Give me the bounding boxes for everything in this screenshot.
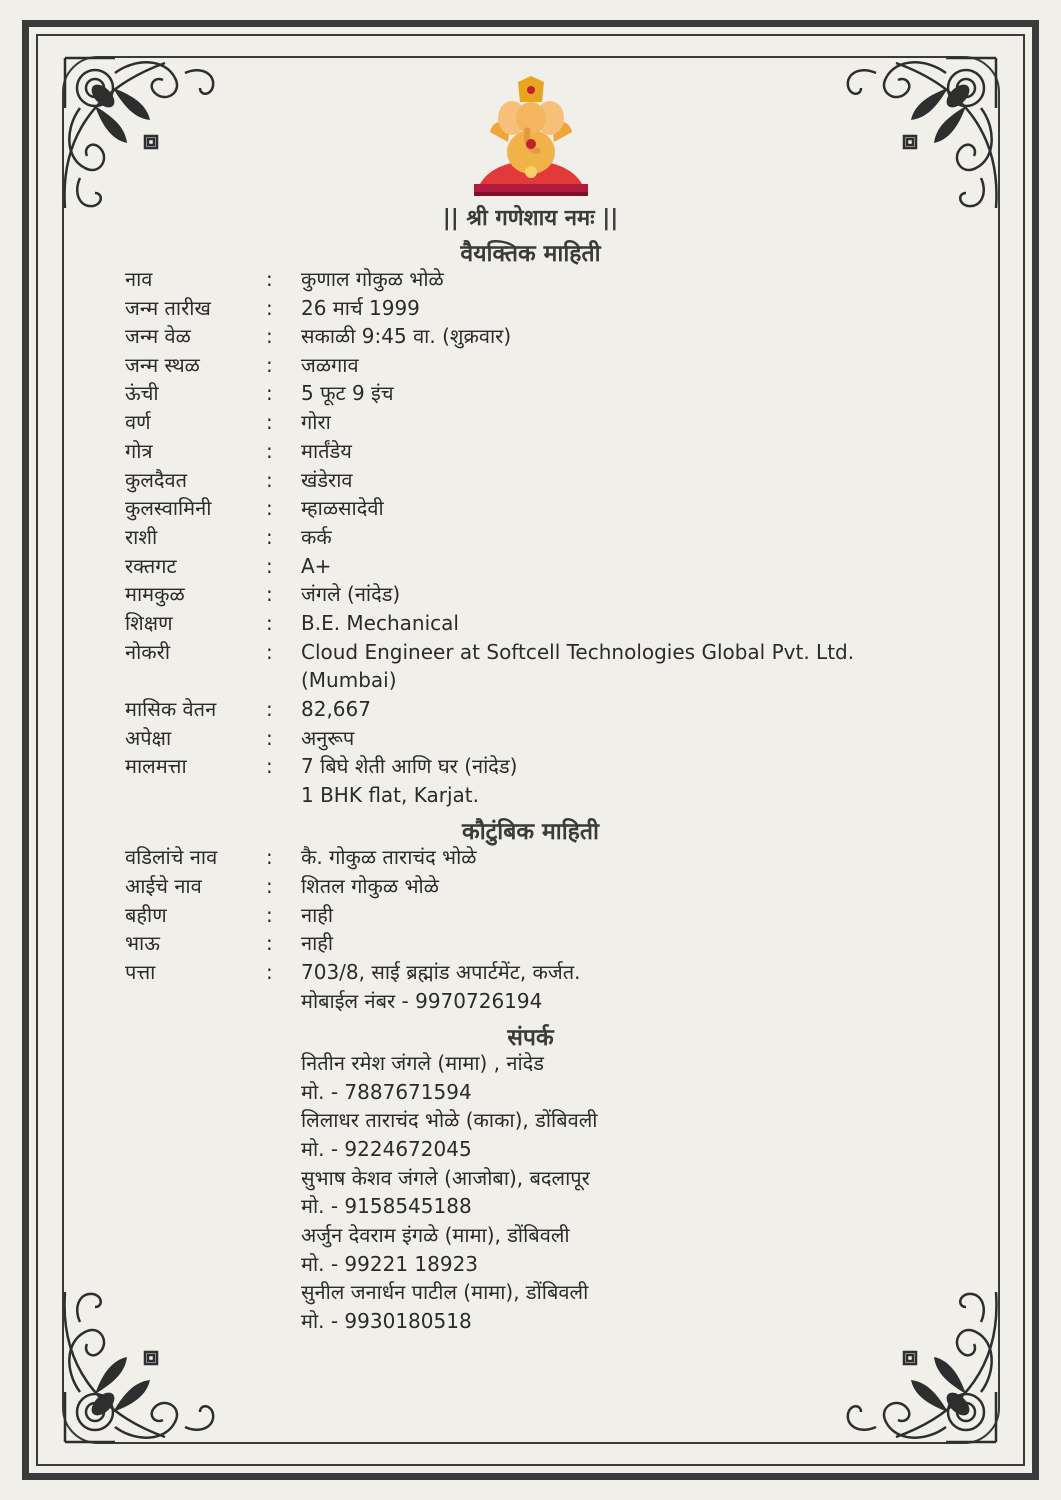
contact-line: मो. - 9930180518 bbox=[301, 1309, 472, 1333]
colon: : bbox=[266, 554, 273, 578]
detail-label: जन्म तारीख bbox=[125, 296, 211, 320]
detail-label: जन्म स्थळ bbox=[125, 353, 200, 377]
detail-value: मार्तंडेय bbox=[301, 439, 352, 463]
detail-row bbox=[0, 580, 1061, 608]
detail-row bbox=[0, 523, 1061, 551]
detail-value: कुणाल गोकुळ भोळे bbox=[301, 267, 444, 291]
family-label: बहीण bbox=[125, 903, 167, 927]
contact-line: मो. - 9224672045 bbox=[301, 1137, 472, 1161]
family-value: नाही bbox=[301, 931, 334, 955]
colon: : bbox=[266, 726, 273, 750]
colon: : bbox=[266, 324, 273, 348]
family-value-continued: मोबाईल नंबर - 9970726194 bbox=[301, 989, 543, 1013]
corner-ornament-icon bbox=[836, 48, 1006, 218]
colon: : bbox=[266, 640, 273, 664]
colon: : bbox=[266, 353, 273, 377]
detail-label: वर्ण bbox=[125, 410, 151, 434]
colon: : bbox=[266, 754, 273, 778]
colon: : bbox=[266, 845, 273, 869]
colon: : bbox=[266, 874, 273, 898]
detail-row bbox=[0, 265, 1061, 293]
contact-line: अर्जुन देवराम इंगळे (मामा), डोंबिवली bbox=[301, 1223, 570, 1247]
contact-line: मो. - 9158545188 bbox=[301, 1194, 472, 1218]
family-row bbox=[0, 872, 1061, 900]
detail-row bbox=[0, 437, 1061, 465]
colon: : bbox=[266, 931, 273, 955]
detail-row bbox=[0, 695, 1061, 723]
detail-row bbox=[0, 494, 1061, 522]
detail-label: कुलदैवत bbox=[125, 468, 188, 492]
detail-row bbox=[0, 638, 1061, 666]
colon: : bbox=[266, 611, 273, 635]
detail-value: जंगले (नांदेड) bbox=[301, 582, 401, 606]
contact-line: मो. - 99221 18923 bbox=[301, 1252, 479, 1276]
detail-value: म्हाळसादेवी bbox=[301, 496, 384, 520]
detail-label: अपेक्षा bbox=[125, 726, 172, 750]
family-section-heading: कौटुंबिक माहिती bbox=[462, 819, 599, 845]
detail-value: Cloud Engineer at Softcell Technologies Global Pvt. Ltd. bbox=[301, 640, 855, 664]
corner-ornament-icon bbox=[55, 1282, 225, 1452]
detail-row bbox=[0, 408, 1061, 436]
colon: : bbox=[266, 496, 273, 520]
detail-value: खंडेराव bbox=[301, 468, 353, 492]
invocation-heading: || श्री गणेशाय नमः || bbox=[442, 206, 619, 231]
family-row bbox=[0, 843, 1061, 871]
detail-value: गोरा bbox=[301, 410, 331, 434]
colon: : bbox=[266, 960, 273, 984]
detail-value: B.E. Mechanical bbox=[301, 611, 459, 635]
corner-ornament-icon bbox=[836, 1282, 1006, 1452]
detail-row bbox=[0, 609, 1061, 637]
detail-label: कुलस्वामिनी bbox=[125, 496, 212, 520]
colon: : bbox=[266, 525, 273, 549]
detail-row bbox=[0, 379, 1061, 407]
detail-value-continued: 1 BHK flat, Karjat. bbox=[301, 783, 479, 807]
detail-row bbox=[0, 351, 1061, 379]
detail-label: मालमत्ता bbox=[125, 754, 187, 778]
family-value: नाही bbox=[301, 903, 334, 927]
contact-section-heading: संपर्क bbox=[507, 1025, 554, 1051]
contact-line: मो. - 7887671594 bbox=[301, 1080, 472, 1104]
detail-value: A+ bbox=[301, 554, 332, 578]
colon: : bbox=[266, 267, 273, 291]
colon: : bbox=[266, 582, 273, 606]
family-label: भाऊ bbox=[125, 931, 160, 955]
detail-label: जन्म वेळ bbox=[125, 324, 191, 348]
family-label: वडिलांचे नाव bbox=[125, 845, 218, 869]
detail-label: नाव bbox=[125, 267, 153, 291]
detail-row bbox=[0, 724, 1061, 752]
contact-line: सुनील जनार्धन पाटील (मामा), डोंबिवली bbox=[301, 1280, 589, 1304]
detail-label: राशी bbox=[125, 525, 158, 549]
personal-section-heading: वैयक्तिक माहिती bbox=[460, 241, 601, 267]
detail-row bbox=[0, 552, 1061, 580]
detail-row bbox=[0, 294, 1061, 322]
family-row bbox=[0, 929, 1061, 957]
colon: : bbox=[266, 697, 273, 721]
detail-value: 7 बिघे शेती आणि घर (नांदेड) bbox=[301, 754, 518, 778]
detail-label: शिक्षण bbox=[125, 611, 173, 635]
family-row bbox=[0, 958, 1061, 986]
detail-value: सकाळी 9:45 वा. (शुक्रवार) bbox=[301, 324, 512, 348]
colon: : bbox=[266, 410, 273, 434]
detail-row bbox=[0, 322, 1061, 350]
corner-ornament-icon bbox=[55, 48, 225, 218]
colon: : bbox=[266, 381, 273, 405]
colon: : bbox=[266, 296, 273, 320]
colon: : bbox=[266, 468, 273, 492]
family-value: शितल गोकुळ भोळे bbox=[301, 874, 439, 898]
detail-value: जळगाव bbox=[301, 353, 359, 377]
family-label: आईचे नाव bbox=[125, 874, 202, 898]
detail-label: मामकुळ bbox=[125, 582, 185, 606]
ganesha-icon bbox=[470, 74, 592, 200]
detail-label: ऊंची bbox=[125, 381, 159, 405]
family-label: पत्ता bbox=[125, 960, 156, 984]
family-value: 703/8, साई ब्रह्मांड अपार्टमेंट, कर्जत. bbox=[301, 960, 581, 984]
detail-label: गोत्र bbox=[125, 439, 153, 463]
colon: : bbox=[266, 439, 273, 463]
detail-label: रक्तगट bbox=[125, 554, 177, 578]
detail-row bbox=[0, 466, 1061, 494]
detail-value: कर्क bbox=[301, 525, 332, 549]
detail-value-continued: (Mumbai) bbox=[301, 668, 397, 692]
detail-value: अनुरूप bbox=[301, 726, 355, 750]
contact-line: नितीन रमेश जंगले (मामा) , नांदेड bbox=[301, 1051, 544, 1075]
detail-value: 5 फूट 9 इंच bbox=[301, 381, 394, 405]
contact-line: सुभाष केशव जंगले (आजोबा), बदलापूर bbox=[301, 1166, 590, 1190]
detail-value: 26 मार्च 1999 bbox=[301, 296, 420, 320]
detail-label: नोकरी bbox=[125, 640, 170, 664]
detail-row bbox=[0, 752, 1061, 780]
detail-value: 82,667 bbox=[301, 697, 371, 721]
contact-line: लिलाधर ताराचंद भोळे (काका), डोंबिवली bbox=[301, 1108, 598, 1132]
family-value: कै. गोकुळ ताराचंद भोळे bbox=[301, 845, 477, 869]
colon: : bbox=[266, 903, 273, 927]
family-row bbox=[0, 901, 1061, 929]
detail-label: मासिक वेतन bbox=[125, 697, 217, 721]
